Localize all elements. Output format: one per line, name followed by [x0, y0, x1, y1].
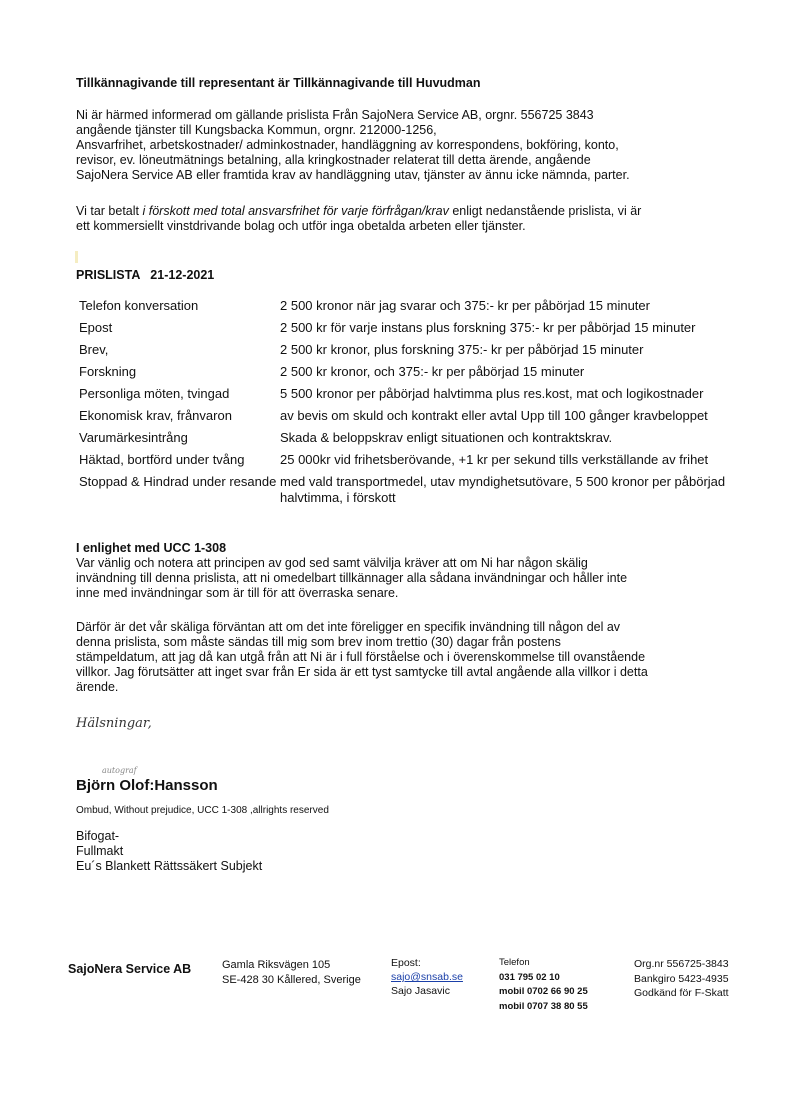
price-cell: med vald transportmedel, utav myndighetsutövare, 5 500 kronor per påbörjad halvtimma, i förskott — [280, 474, 726, 505]
price-cell: 5 500 kronor per påbörjad halvtimma plus res.kost, mat och logikostnader — [280, 386, 704, 401]
footer-phones — [499, 956, 588, 1014]
bankgiro: Bankgiro 5423-4935 — [634, 972, 729, 985]
phone-line — [499, 1000, 588, 1015]
text-marker — [75, 251, 78, 263]
address-line: Gamla Riksvägen 105 — [222, 959, 331, 971]
service-cell: Telefon konversation — [79, 298, 199, 313]
phone-label: Telefon — [499, 957, 530, 968]
footer-email-block — [391, 956, 463, 998]
intro-paragraph — [76, 108, 630, 183]
phone-label: mobil — [499, 986, 527, 997]
phone-number: 0707 38 80 55 — [526, 1000, 588, 1012]
notice-title: Tillkännagivande till representant är Tillkännagivande till Huvudman — [76, 76, 481, 90]
price-cell: 2 500 kronor när jag svarar och 375:- kr per påbörjad 15 minuter — [280, 298, 650, 313]
payment-line-2: ett kommersiellt vinstdrivande bolag och utför inga obetalda arbeten eller tjänster. — [76, 219, 526, 233]
address-line: SE-428 30 Kållered, Sverige — [222, 974, 361, 986]
autograph-label: autograf — [102, 766, 137, 775]
greeting: Hälsningar, — [76, 716, 152, 731]
service-cell: Personliga möten, tvingad — [79, 386, 230, 401]
ucc-line: denna prislista, som måste sändas till mig som brev inom trettio (30) dagar från postens — [76, 635, 561, 649]
price-cell: 25 000kr vid frihetsberövande, +1 kr per sekund tills verkställande av frihet — [280, 452, 709, 467]
ucc-paragraph-1 — [76, 556, 627, 601]
price-cell: Skada & beloppskrav enligt situationen och kontraktskrav. — [280, 430, 613, 445]
org-number: Org.nr 556725-3843 — [634, 958, 729, 970]
contact-name: Sajo Jasavic — [391, 985, 450, 997]
attachment-item: Fullmakt — [76, 844, 124, 858]
price-row — [76, 452, 760, 474]
pricelist-title: PRISLISTA 21-12-2021 — [76, 268, 215, 282]
service-cell: Forskning — [79, 364, 137, 379]
payment-italic: i förskott med total ansvarsfrihet för varje förfrågan/krav — [142, 204, 449, 218]
f-skatt: Godkänd för F-Skatt — [634, 987, 729, 999]
price-row — [76, 298, 760, 320]
price-cell: 2 500 kr kronor, och 375:- kr per påbörjad 15 minuter — [280, 364, 585, 379]
service-cell: Stoppad & Hindrad under resande — [79, 474, 277, 489]
ucc-line: Var vänlig och notera att principen av god sed samt välvilja kräver att om Ni har någon skälig — [76, 556, 588, 570]
payment-paragraph — [76, 204, 641, 234]
signer-role: Ombud, Without prejudice, UCC 1-308 ,allrights reserved — [76, 805, 329, 816]
footer-company: SajoNera Service AB — [68, 962, 192, 976]
attachments — [76, 829, 262, 874]
ucc-line: inne med invändningar som är till för att överraska senare. — [76, 586, 399, 600]
intro-line: Ni är härmed informerad om gällande prislista Från SajoNera Service AB, orgnr. 556725 3843 — [76, 108, 594, 122]
footer-address — [222, 958, 361, 988]
price-row — [76, 474, 760, 512]
ucc-line: invändning till denna prislista, att ni omedelbart tillkännager alla sådana invändningar och håller inte — [76, 571, 628, 585]
phone-number: 0702 66 90 25 — [526, 986, 588, 997]
phone-label: mobil — [499, 1000, 527, 1012]
price-row — [76, 364, 760, 386]
email-label: Epost: — [391, 957, 421, 969]
price-cell: 2 500 kr för varje instans plus forskning 375:- kr per påbörjad 15 minuter — [280, 320, 696, 335]
service-cell: Häktad, bortförd under tvång — [79, 452, 245, 467]
service-cell: Ekonomisk krav, frånvaron — [79, 408, 232, 423]
footer-org — [634, 957, 729, 1001]
ucc-line: ärende. — [76, 680, 119, 694]
price-row — [76, 386, 760, 408]
intro-line: angående tjänster till Kungsbacka Kommun, orgnr. 212000-1256, — [76, 123, 437, 137]
phone-line — [499, 985, 588, 1000]
ucc-line: villkor. Jag förutsätter att inget svar från Er sida är ett tyst samtycke till avtal angående alla villkor i detta — [76, 665, 648, 679]
service-cell: Epost — [79, 320, 113, 335]
price-row — [76, 430, 760, 452]
ucc-line: Därför är det vår skäliga förväntan att om det inte föreligger en specifik invändning till någon del av — [76, 620, 621, 634]
intro-line: revisor, ev. löneutmätnings betalning, alla kringkostnader relaterat till detta ärende, angående — [76, 153, 591, 167]
payment-line — [76, 204, 641, 219]
service-cell: Brev, — [79, 342, 109, 357]
email-link[interactable]: sajo@snsab.se — [391, 971, 463, 983]
payment-suffix: enligt nedanstående prislista, vi är — [448, 204, 642, 218]
attachment-item: Eu´s Blankett Rättssäkert Subjekt — [76, 859, 263, 873]
payment-prefix: Vi tar betalt — [76, 204, 143, 218]
price-cell: 2 500 kr kronor, plus forskning 375:- kr per påbörjad 15 minuter — [280, 342, 644, 357]
signer-name: Björn Olof:Hansson — [76, 777, 218, 794]
price-table — [76, 298, 760, 512]
price-row — [76, 342, 760, 364]
intro-line: Ansvarfrihet, arbetskostnader/ adminkostnader, handläggning av korrespondens, bokföring, konto, — [76, 138, 619, 152]
ucc-paragraph-2 — [76, 620, 648, 695]
ucc-line: stämpeldatum, att jag då kan utgå från att Ni är i full förståelse och i överenskommelse till ovanstående — [76, 650, 646, 664]
price-row — [76, 408, 760, 430]
service-cell: Varumärkesintrång — [79, 430, 188, 445]
intro-line: SajoNera Service AB eller framtida krav av handläggning utav, tjänster av ännu icke nämnda, parter. — [76, 168, 630, 182]
ucc-title: I enlighet med UCC 1-308 — [76, 541, 227, 555]
phone-line — [499, 956, 588, 985]
price-row — [76, 320, 760, 342]
attachment-item: Bifogat- — [76, 829, 120, 843]
phone-number: 031 795 02 10 — [499, 971, 560, 983]
price-cell: av bevis om skuld och kontrakt eller avtal Upp till 100 gånger kravbeloppet — [280, 408, 708, 423]
